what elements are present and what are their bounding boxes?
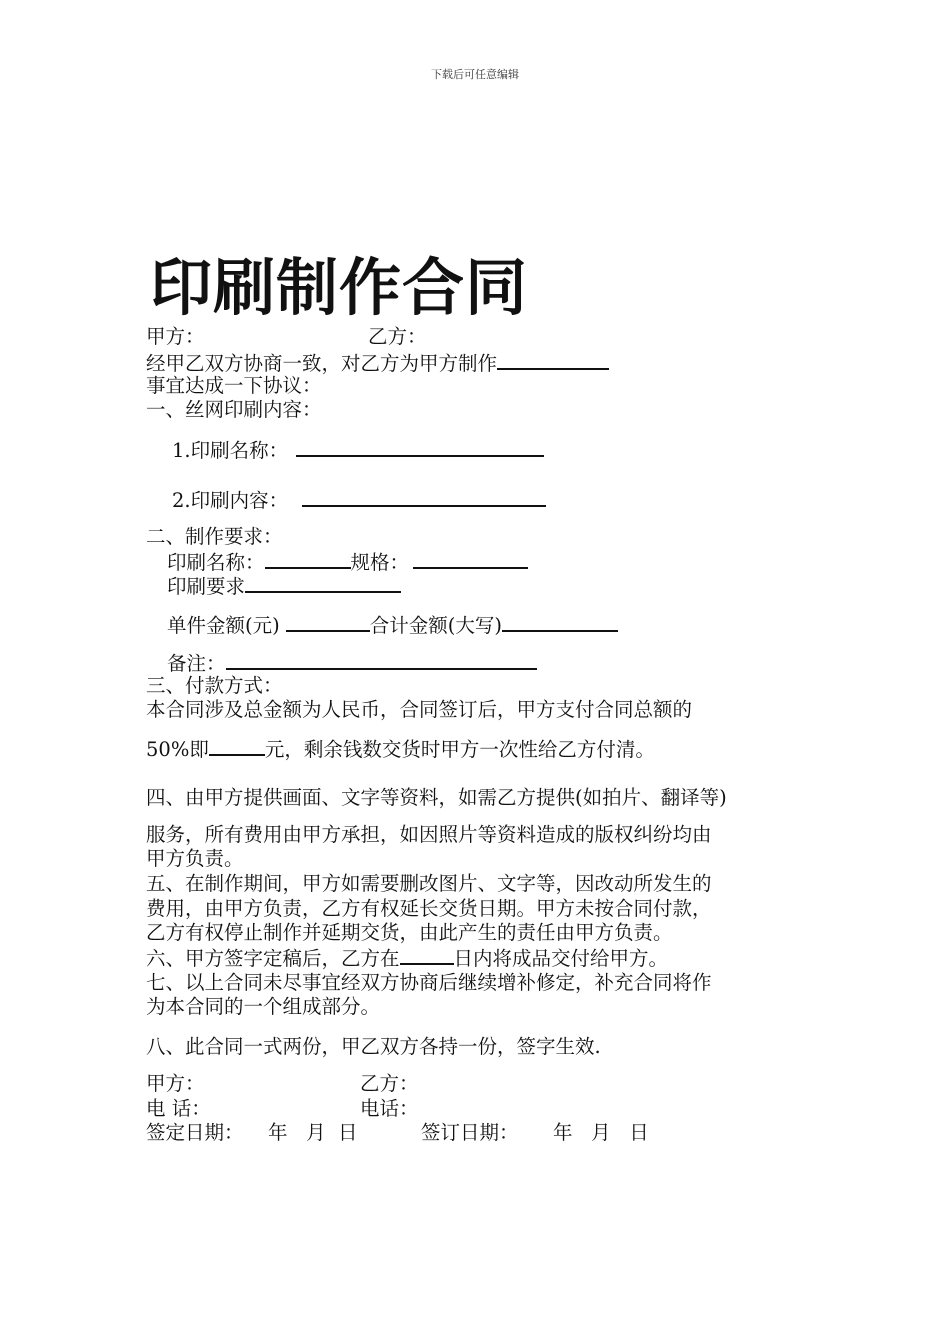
print-name-blank[interactable] <box>296 437 544 457</box>
sign-date-b-fields: 年 月 日 <box>553 1121 649 1144</box>
section-4-line-1: 四、由甲方提供画面、文字等资料，如需乙方提供(如拍片、翻译等) <box>146 786 727 809</box>
section-7-line-2: 为本合同的一个组成部分。 <box>146 995 381 1018</box>
note-label: 备注： <box>167 652 226 675</box>
note-blank[interactable] <box>226 650 537 670</box>
sign-phone-a: 电 话： <box>146 1097 211 1120</box>
note-row <box>167 650 537 676</box>
section-7-line-1: 七、以上合同未尽事宜经双方协商后继续增补修定，补充合同将作 <box>146 971 712 994</box>
payment-percent: 50%即 <box>146 738 209 761</box>
amount-row <box>167 612 618 638</box>
total-blank[interactable] <box>502 612 618 632</box>
unit-price-blank[interactable] <box>286 612 370 632</box>
intro-line-1 <box>146 350 609 376</box>
payment-line-2 <box>146 736 655 762</box>
print-content-label: 2.印刷内容： <box>172 489 289 512</box>
print-content-blank[interactable] <box>302 487 546 507</box>
section-8-line: 八、此合同一式两份，甲乙双方各持一份，签字生效. <box>146 1035 601 1058</box>
section-6-prefix: 六、甲方签字定稿后，乙方在 <box>146 947 400 970</box>
name-spec-row <box>167 549 528 575</box>
print-req-blank[interactable] <box>245 573 401 593</box>
party-b-label: 乙方： <box>368 325 427 348</box>
section-5-line-1: 五、在制作期间，甲方如需要删改图片、文字等，因改动所发生的 <box>146 872 712 895</box>
section-6-line <box>146 945 668 971</box>
print-req-label: 印刷要求 <box>167 575 246 598</box>
spec-label: 规格： <box>350 551 410 574</box>
section-2-heading: 二、制作要求： <box>146 525 283 548</box>
req-name-label: 印刷名称： <box>167 551 265 574</box>
page-title: 印刷制作合同 <box>150 251 529 324</box>
sign-party-a: 甲方： <box>146 1072 205 1095</box>
sign-date-b-label: 签订日期： <box>421 1121 519 1144</box>
section-5-line-2: 费用，由甲方负责，乙方有权延长交货日期。甲方未按合同付款， <box>146 897 712 920</box>
spec-blank[interactable] <box>413 549 528 569</box>
payment-amount-blank[interactable] <box>209 736 265 756</box>
intro-text: 经甲乙双方协商一致，对乙方为甲方制作 <box>146 352 498 375</box>
print-req-row <box>167 573 401 599</box>
header-note: 下载后可任意编辑 <box>431 68 519 81</box>
section-4-line-3: 甲方负责。 <box>146 847 244 870</box>
party-a-label: 甲方： <box>146 325 205 348</box>
delivery-days-blank[interactable] <box>400 945 454 965</box>
req-name-blank[interactable] <box>265 549 351 569</box>
unit-price-label: 单件金额(元) <box>167 614 280 637</box>
section-5-line-3: 乙方有权停止制作并延期交货，由此产生的责任由甲方负责。 <box>146 921 673 944</box>
sign-phone-b: 电话： <box>360 1097 419 1120</box>
total-label: 合计金额(大写) <box>369 614 502 637</box>
section-1-heading: 一、丝网印刷内容： <box>146 398 322 421</box>
sign-party-b: 乙方： <box>360 1072 419 1095</box>
sign-date-a-label: 签定日期： <box>146 1121 244 1144</box>
sign-date-a-fields: 年 月 日 <box>268 1121 358 1144</box>
section-4-line-2: 服务，所有费用由甲方承担，如因照片等资料造成的版权纠纷均由 <box>146 823 712 846</box>
payment-line-1: 本合同涉及总金额为人民币，合同签订后，甲方支付合同总额的 <box>146 698 693 721</box>
intro-line-2: 事宜达成一下协议： <box>146 374 322 397</box>
print-content-row <box>172 487 546 513</box>
print-name-label: 1.印刷名称： <box>172 439 289 462</box>
print-name-row <box>172 437 544 463</box>
section-6-suffix: 日内将成品交付给甲方。 <box>453 947 669 970</box>
product-blank[interactable] <box>497 350 609 370</box>
payment-remainder: 元，剩余钱数交货时甲方一次性给乙方付清。 <box>264 738 655 761</box>
section-3-heading: 三、付款方式： <box>146 674 283 697</box>
